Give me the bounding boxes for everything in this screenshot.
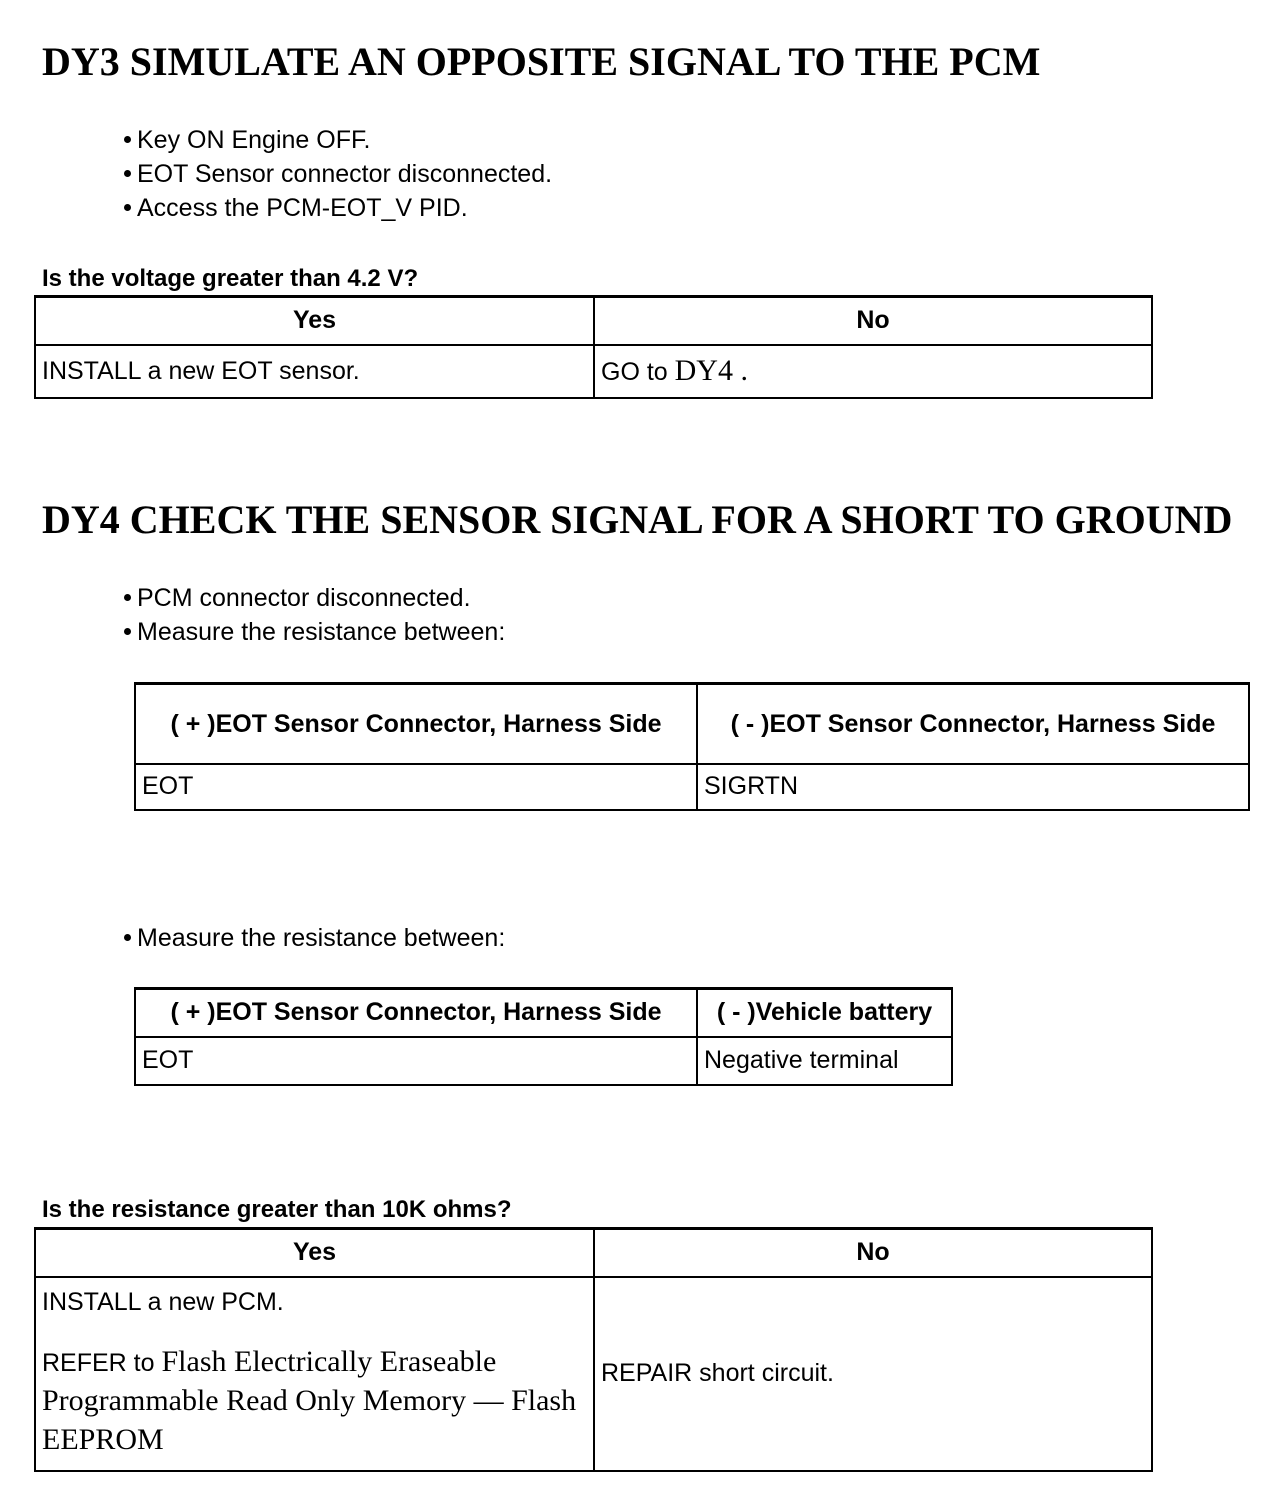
list-item: Measure the resistance between: xyxy=(124,921,505,955)
measure-table-1 xyxy=(134,682,1250,811)
dy4-title: DY4 CHECK THE SENSOR SIGNAL FOR A SHORT TO GROUND xyxy=(42,497,1233,542)
negative-header: ( - )EOT Sensor Connector, Harness Side xyxy=(697,684,1249,764)
negative-value: Negative terminal xyxy=(697,1037,952,1085)
no-cell: GO to DY4 . xyxy=(594,345,1152,398)
list-item: Measure the resistance between: xyxy=(124,615,505,649)
flash-eeprom-link[interactable]: Flash Electrically Eraseable Programmable Read Only Memory — Flash EEPROM xyxy=(42,1344,577,1456)
yes-cell: INSTALL a new EOT sensor. xyxy=(35,345,594,398)
negative-value: SIGRTN xyxy=(697,764,1249,810)
bullet-icon xyxy=(124,136,131,143)
negative-header: ( - )Vehicle battery xyxy=(697,989,952,1037)
bullet-icon xyxy=(124,934,131,941)
no-cell: REPAIR short circuit. xyxy=(594,1277,1152,1471)
measure-table-2 xyxy=(134,987,953,1086)
positive-header: ( + )EOT Sensor Connector, Harness Side xyxy=(135,684,697,764)
dy3-title: DY3 SIMULATE AN OPPOSITE SIGNAL TO THE PCM xyxy=(42,39,1041,84)
dy3-result-table xyxy=(34,295,1153,399)
yes-header: Yes xyxy=(35,1229,594,1277)
bullet-icon xyxy=(124,170,131,177)
bullet-icon xyxy=(124,628,131,635)
yes-cell xyxy=(35,1277,594,1471)
yes-action: INSTALL a new PCM. xyxy=(42,1287,284,1316)
yes-refer: REFER to Flash Electrically Eraseable Programmable Read Only Memory — Flash EEPROM xyxy=(42,1344,577,1456)
bullet-icon xyxy=(124,594,131,601)
positive-value: EOT xyxy=(135,764,697,810)
positive-value: EOT xyxy=(135,1037,697,1085)
dy4-step-2 xyxy=(124,921,505,955)
no-header: No xyxy=(594,1229,1152,1277)
dy4-result-table xyxy=(34,1227,1153,1472)
yes-header: Yes xyxy=(35,297,594,345)
list-item: EOT Sensor connector disconnected. xyxy=(124,157,552,191)
list-item: Key ON Engine OFF. xyxy=(124,123,552,157)
list-item: Access the PCM-EOT_V PID. xyxy=(124,191,552,225)
dy3-question: Is the voltage greater than 4.2 V? xyxy=(42,265,419,292)
positive-header: ( + )EOT Sensor Connector, Harness Side xyxy=(135,989,697,1037)
list-item: PCM connector disconnected. xyxy=(124,581,505,615)
dy4-steps xyxy=(124,581,505,649)
bullet-icon xyxy=(124,204,131,211)
no-header: No xyxy=(594,297,1152,345)
dy3-steps xyxy=(124,123,552,225)
dy4-question: Is the resistance greater than 10K ohms? xyxy=(42,1196,512,1223)
goto-dy4-link[interactable]: DY4 . xyxy=(674,354,748,387)
